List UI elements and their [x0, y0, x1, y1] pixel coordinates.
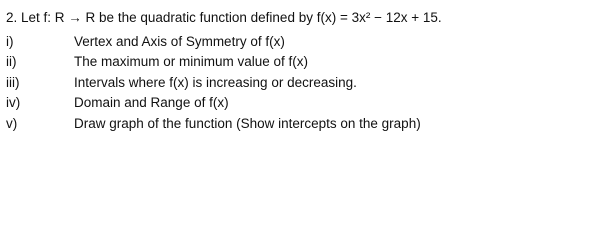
subpart-text: Domain and Range of f(x) — [74, 95, 229, 111]
subpart-text: Vertex and Axis of Symmetry of f(x) — [74, 34, 285, 49]
subpart-label: i) — [6, 34, 14, 49]
question-number: 2. — [6, 10, 18, 25]
subpart-text: Draw graph of the function (Show intercepts on the graph) — [74, 115, 421, 131]
subpart-label: v) — [6, 115, 18, 131]
question-text: Let f: R → R be the quadratic function defined by f(x) = 3x² − 12x + 15. — [21, 10, 442, 25]
subpart-text: The maximum or minimum value of f(x) — [74, 54, 309, 70]
question-statement — [6, 9, 442, 27]
subpart-text: Intervals where f(x) is increasing or decreasing. — [74, 74, 357, 90]
subpart-label: iii) — [6, 74, 20, 90]
subpart-label: ii) — [6, 54, 17, 70]
subpart-label: iv) — [6, 95, 21, 111]
